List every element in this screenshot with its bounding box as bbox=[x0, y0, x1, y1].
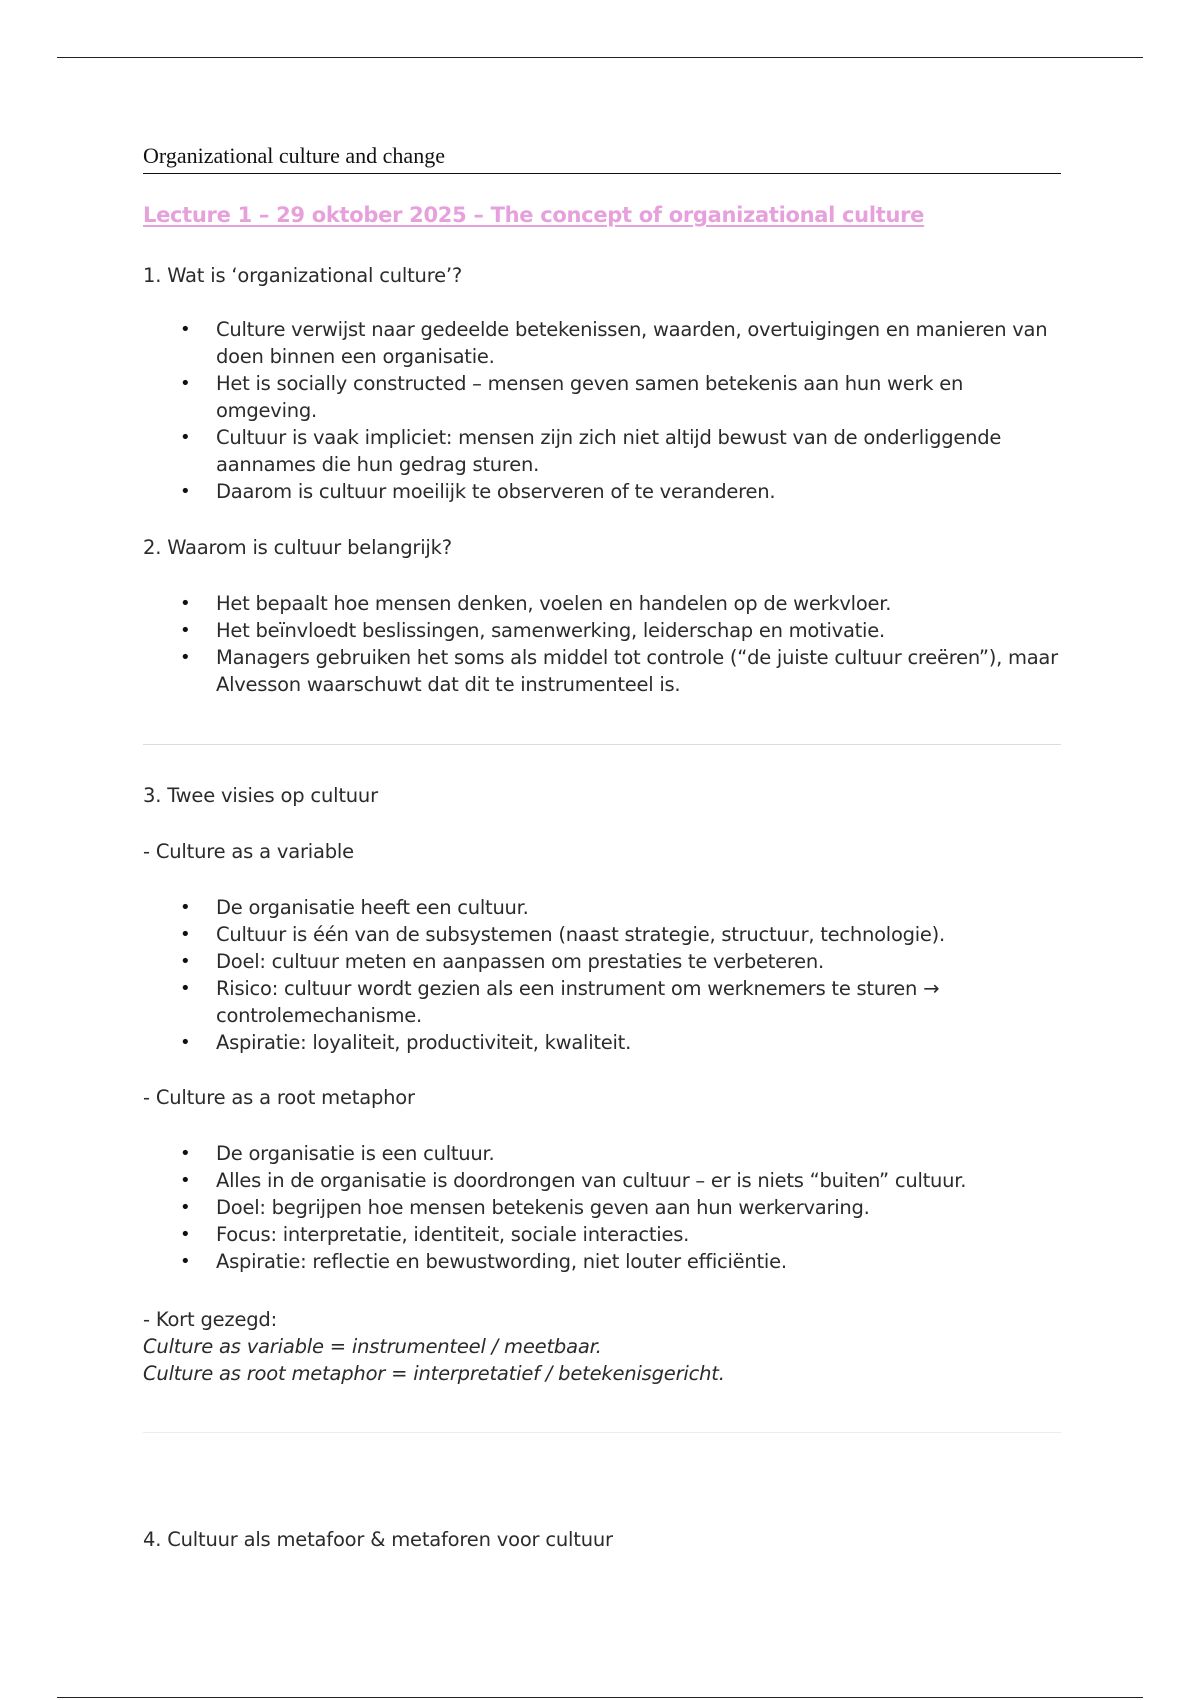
summary-block bbox=[143, 1306, 725, 1387]
document-header-title: Organizational culture and change bbox=[143, 143, 1061, 174]
lecture-title: Lecture 1 – 29 oktober 2025 – The concept of organizational culture bbox=[143, 203, 925, 227]
section-1-bullets bbox=[143, 316, 1061, 505]
page-bottom-rule bbox=[57, 1697, 1143, 1698]
list-item: • Cultuur is vaak impliciet: mensen zijn zich niet altijd bewust van de onderliggende aannames die hun gedrag sturen. bbox=[143, 424, 1061, 478]
summary-line-root-metaphor: Culture as root metaphor = interpretatief / betekenisgericht. bbox=[143, 1362, 725, 1385]
section-2-heading: 2. Waarom is cultuur belangrijk? bbox=[143, 536, 452, 559]
section-3-heading: 3. Twee visies op cultuur bbox=[143, 784, 378, 807]
culture-root-metaphor-label: - Culture as a root metaphor bbox=[143, 1086, 415, 1109]
list-item: • Alles in de organisatie is doordrongen van cultuur – er is niets “buiten” cultuur. bbox=[143, 1167, 1061, 1194]
summary-label: - Kort gezegd: bbox=[143, 1308, 277, 1331]
list-item: • Cultuur is één van de subsystemen (naast strategie, structuur, technologie). bbox=[143, 921, 1061, 948]
section-2-bullets bbox=[143, 590, 1061, 698]
section-divider bbox=[143, 1432, 1061, 1433]
list-item: • Het is socially constructed – mensen geven samen betekenis aan hun werk en omgeving. bbox=[143, 370, 1061, 424]
list-item: • Focus: interpretatie, identiteit, sociale interacties. bbox=[143, 1221, 1061, 1248]
culture-variable-bullets bbox=[143, 894, 1061, 1056]
list-item: • Doel: begrijpen hoe mensen betekenis geven aan hun werkervaring. bbox=[143, 1194, 1061, 1221]
section-1-heading: 1. Wat is ‘organizational culture’? bbox=[143, 264, 463, 287]
list-item: • Aspiratie: loyaliteit, productiviteit, kwaliteit. bbox=[143, 1029, 1061, 1056]
section-4-heading: 4. Cultuur als metafoor & metaforen voor cultuur bbox=[143, 1528, 613, 1551]
list-item: • Daarom is cultuur moeilijk te observeren of te veranderen. bbox=[143, 478, 1061, 505]
culture-root-metaphor-bullets bbox=[143, 1140, 1061, 1275]
list-item: • Aspiratie: reflectie en bewustwording, niet louter efficiëntie. bbox=[143, 1248, 1061, 1275]
list-item: • De organisatie is een cultuur. bbox=[143, 1140, 1061, 1167]
list-item: • Culture verwijst naar gedeelde betekenissen, waarden, overtuigingen en manieren van doen binnen een organisatie. bbox=[143, 316, 1061, 370]
summary-line-variable: Culture as variable = instrumenteel / meetbaar. bbox=[143, 1335, 602, 1358]
list-item: • De organisatie heeft een cultuur. bbox=[143, 894, 1061, 921]
page-top-rule bbox=[57, 57, 1143, 58]
list-item: • Het beïnvloedt beslissingen, samenwerking, leiderschap en motivatie. bbox=[143, 617, 1061, 644]
culture-variable-label: - Culture as a variable bbox=[143, 840, 354, 863]
list-item: • Het bepaalt hoe mensen denken, voelen en handelen op de werkvloer. bbox=[143, 590, 1061, 617]
list-item: • Risico: cultuur wordt gezien als een instrument om werknemers te sturen → controlemechanisme. bbox=[143, 975, 1061, 1029]
list-item: • Doel: cultuur meten en aanpassen om prestaties te verbeteren. bbox=[143, 948, 1061, 975]
list-item: • Managers gebruiken het soms als middel tot controle (“de juiste cultuur creëren”), maar Alvesson waarschuwt dat dit te instrumenteel is. bbox=[143, 644, 1061, 698]
section-divider bbox=[143, 744, 1061, 745]
